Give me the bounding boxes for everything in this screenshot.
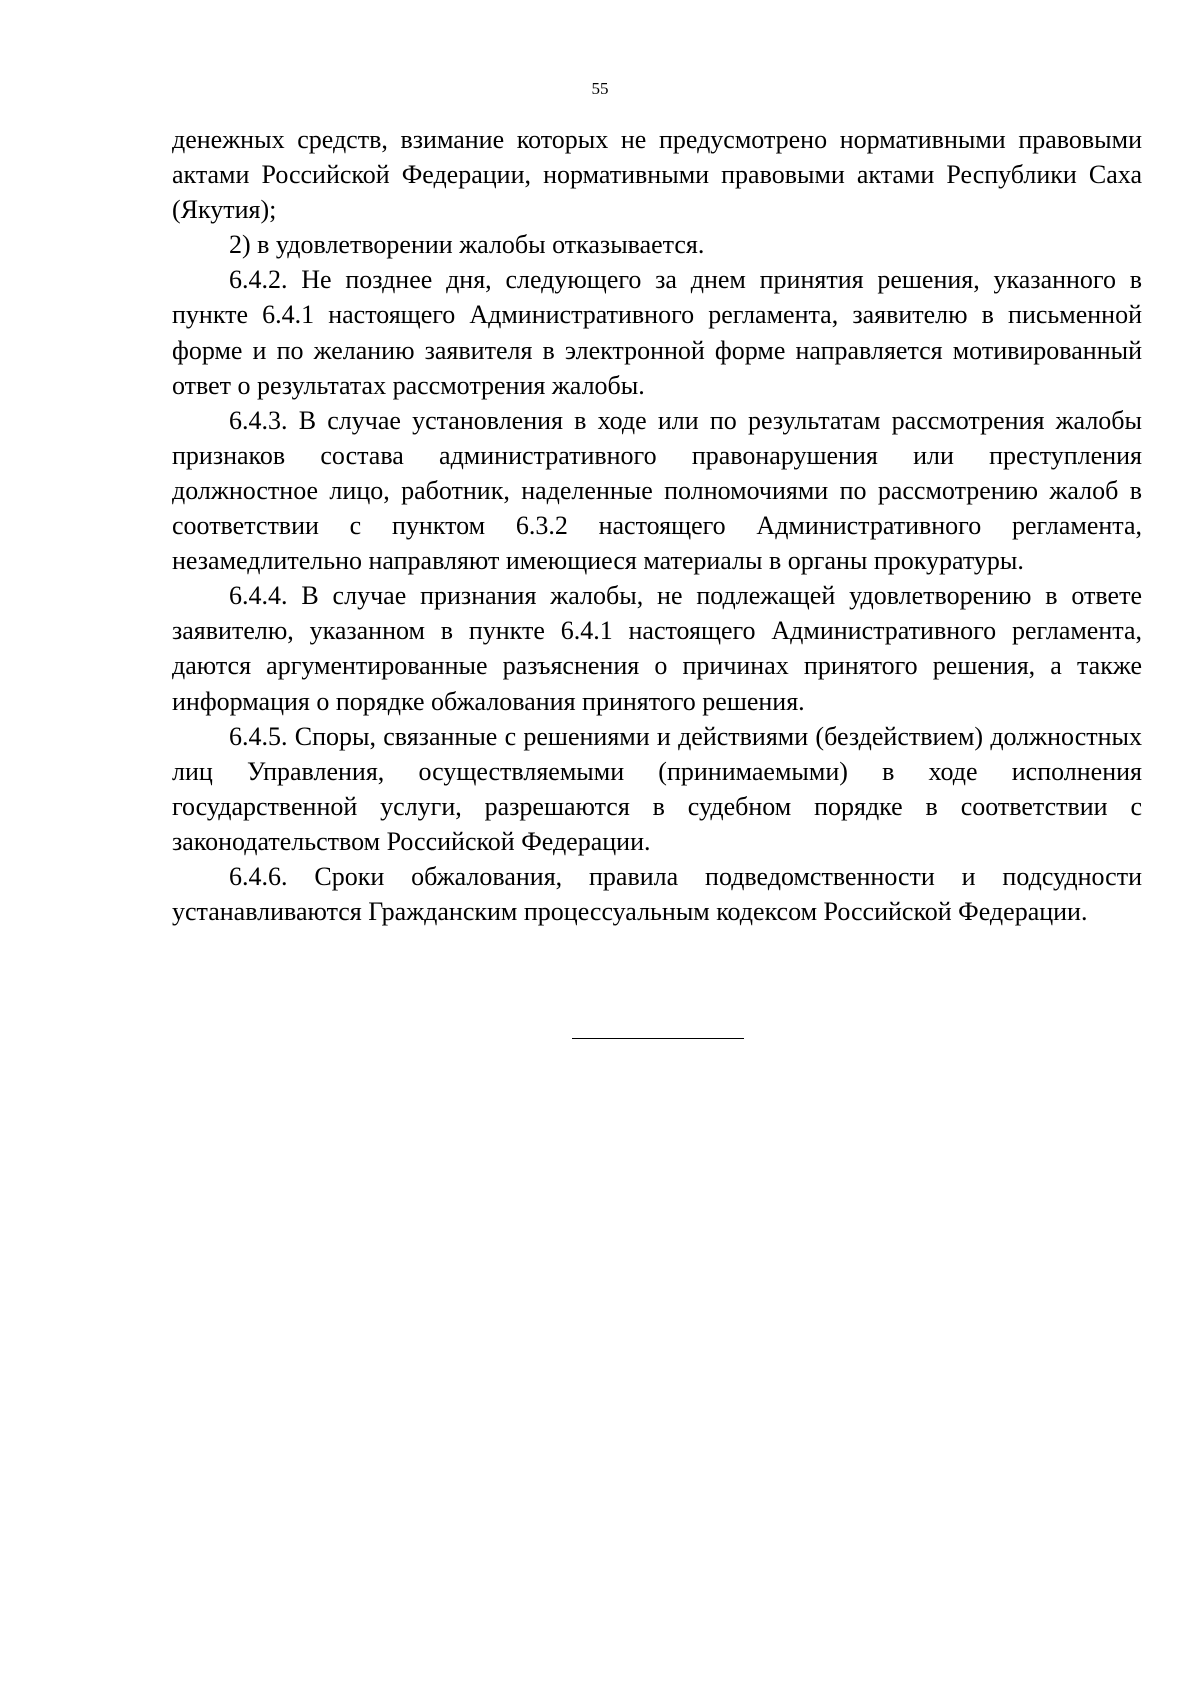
paragraph-continuation: денежных средств, взимание которых не предусмотрено нормативными правовыми актами Российской Федерации, нормативными правовыми актами Республики Саха (Якутия); <box>172 125 1142 225</box>
paragraph-6-4-4: 6.4.4. В случае признания жалобы, не подлежащей удовлетворению в ответе заявителю, указанном в пункте 6.4.1 настоящего Административного регламента, даются аргументированные разъяснения о причинах принятого решения, а также информация о порядке обжалования принятого решения. <box>172 581 1142 716</box>
end-of-text-divider <box>572 1038 744 1039</box>
paragraph-6-4-3: 6.4.3. В случае установления в ходе или по результатам рассмотрения жалобы признаков состава административного правонарушения или преступления должностное лицо, работник, наделенные полномочиями по рассмотрению жалоб в соответствии с пунктом 6.3.2 настоящего Административного регламента, незамедлительно направляют имеющиеся материалы в органы прокуратуры. <box>172 405 1142 576</box>
document-body <box>172 122 1142 929</box>
paragraph-item-2: 2) в удовлетворении жалобы отказывается. <box>229 230 705 260</box>
paragraph-6-4-6: 6.4.6. Сроки обжалования, правила подведомственности и подсудности устанавливаются Гражданским процессуальным кодексом Российской Федерации. <box>172 861 1142 927</box>
page-number: 55 <box>591 79 609 98</box>
paragraph-6-4-5: 6.4.5. Споры, связанные с решениями и действиями (бездействием) должностных лиц Управления, осуществляемыми (принимаемыми) в ходе исполнения государственной услуги, разрешаются в судебном порядке в соответствии с законодательством Российской Федерации. <box>172 721 1142 856</box>
paragraph-6-4-2: 6.4.2. Не позднее дня, следующего за днем принятия решения, указанного в пункте 6.4.1 настоящего Административного регламента, заявителю в письменной форме и по желанию заявителя в электронной форме направляется мотивированный ответ о результатах рассмотрения жалобы. <box>172 265 1142 400</box>
